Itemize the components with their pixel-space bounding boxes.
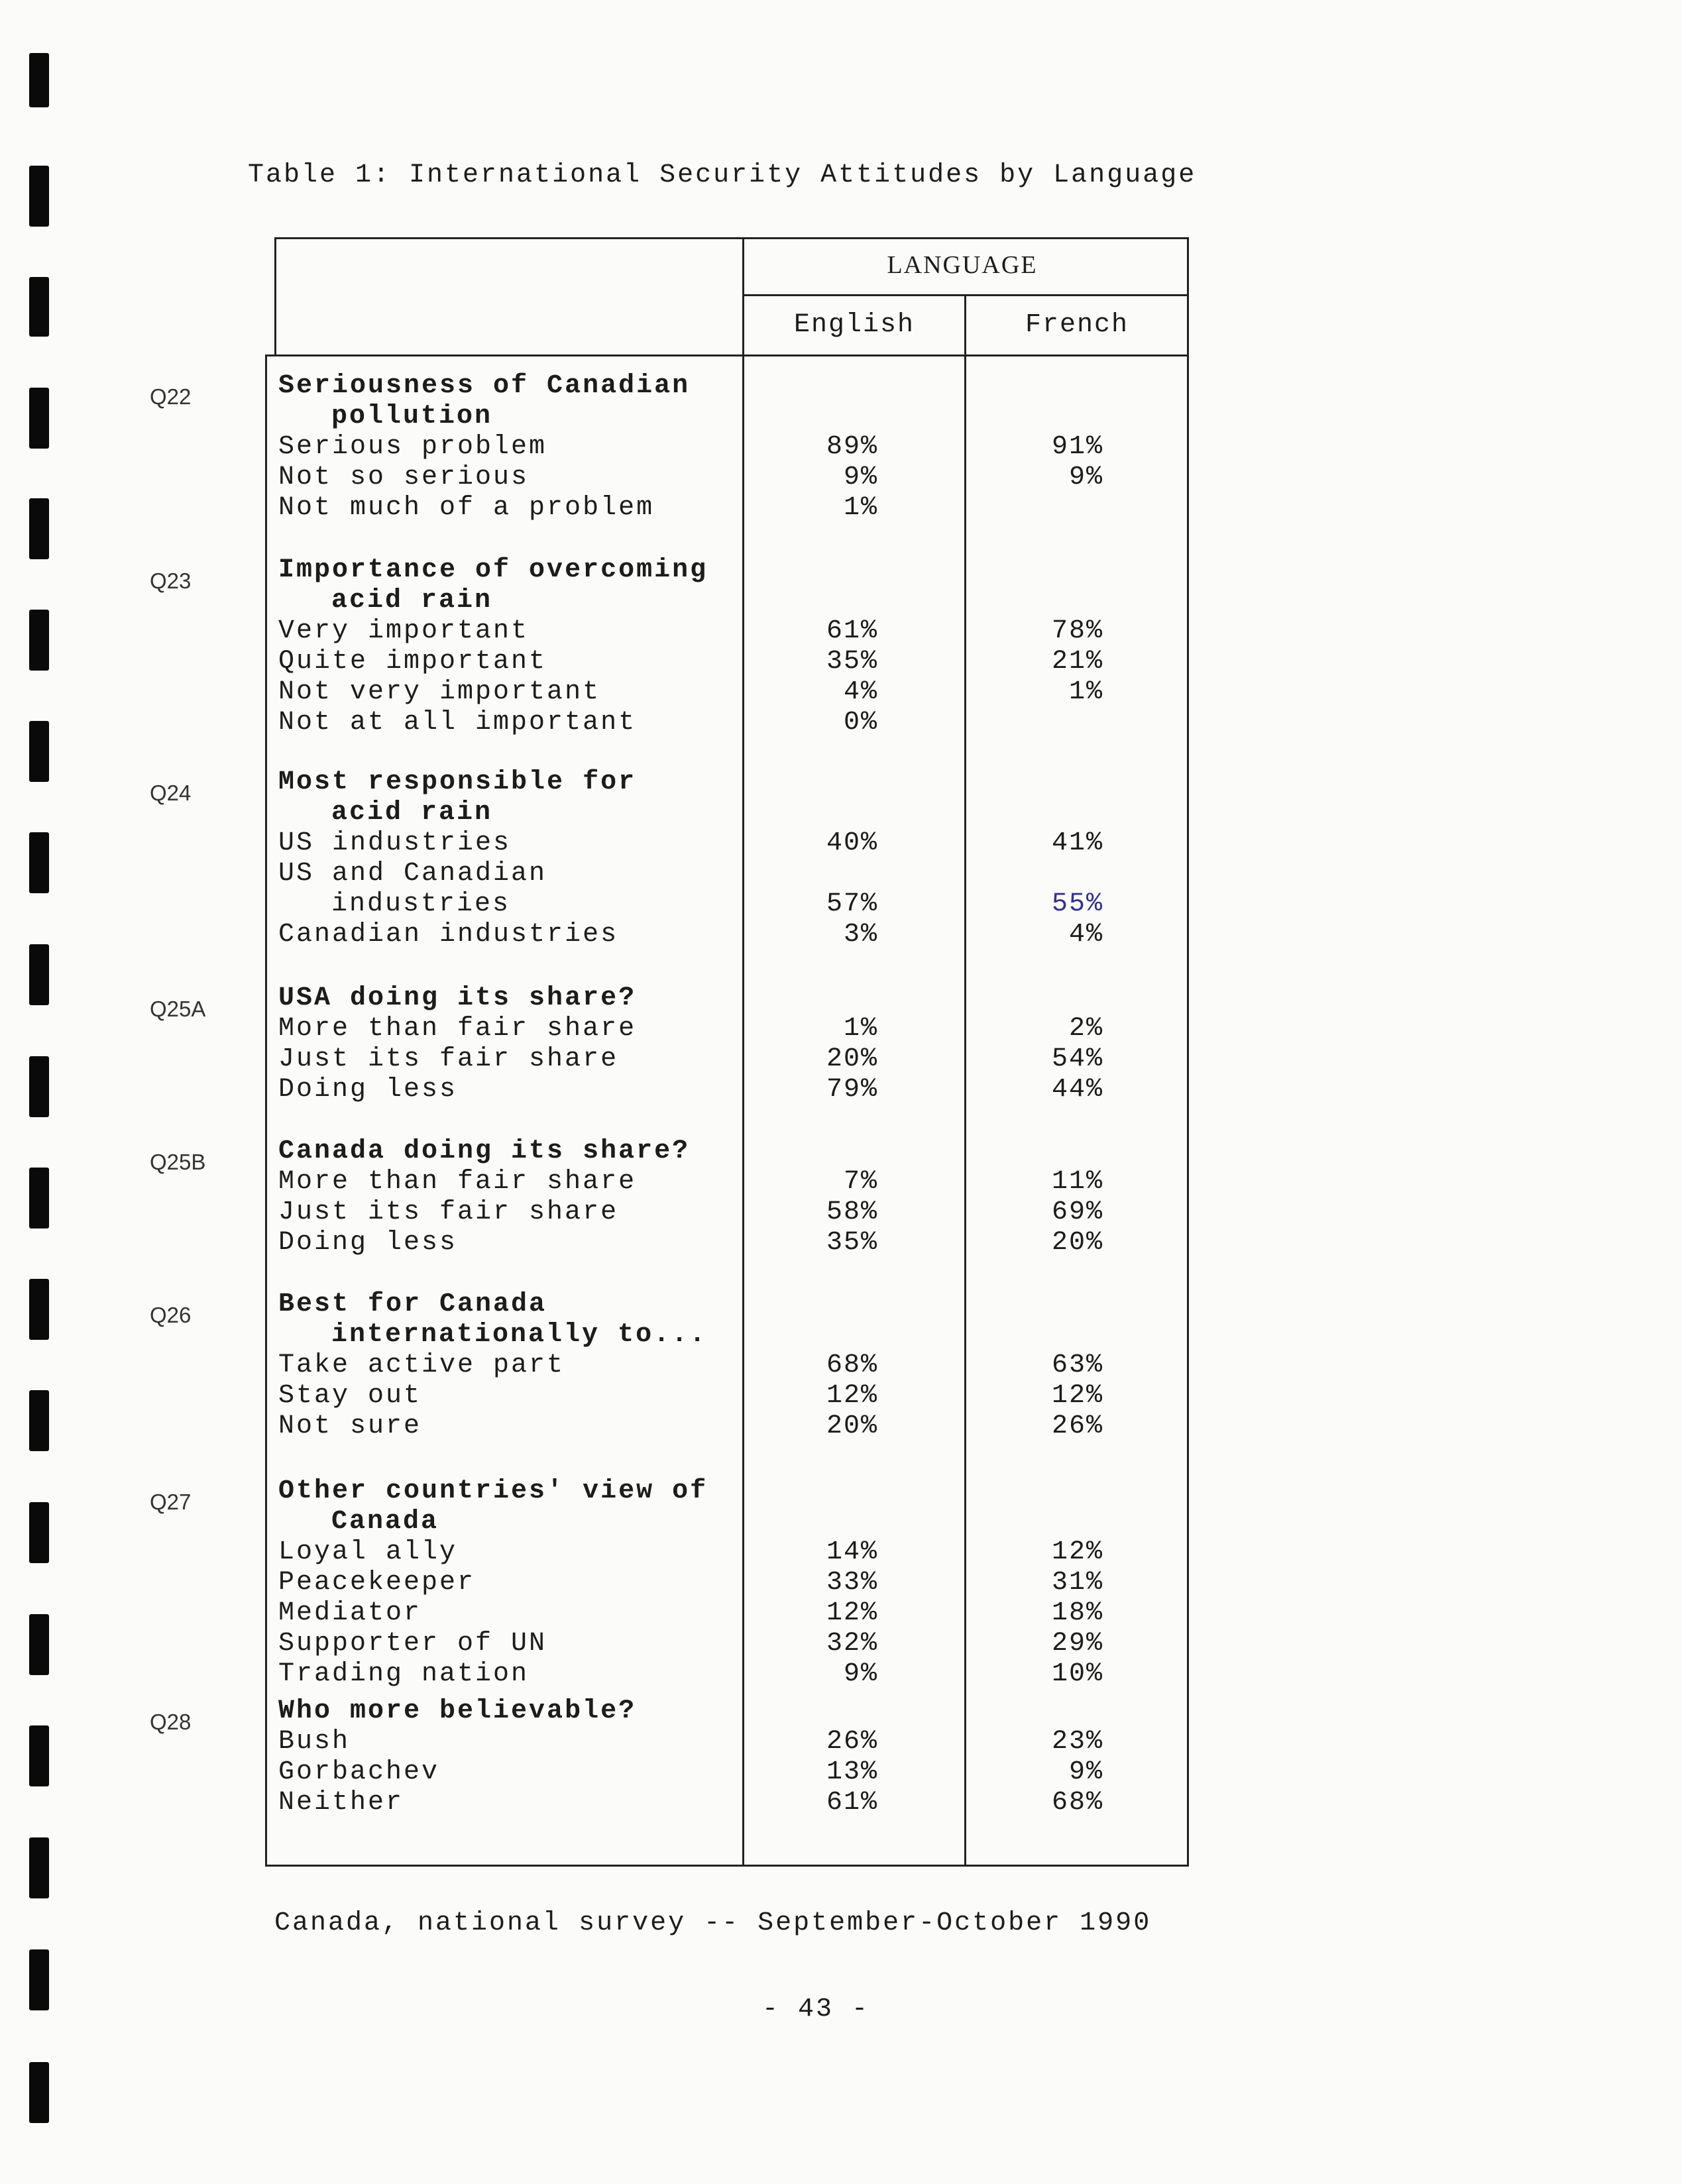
punch-hole <box>29 832 49 893</box>
response-label: Take active part <box>278 1350 565 1380</box>
question-title: Importance of overcoming <box>278 555 708 585</box>
punch-hole <box>29 721 49 782</box>
french-value: 20% <box>1051 1228 1103 1258</box>
english-value: 20% <box>826 1044 878 1074</box>
punch-hole <box>29 944 49 1005</box>
english-value: 61% <box>826 616 878 646</box>
response-label: Supporter of UN <box>278 1629 547 1659</box>
response-label: Loyal ally <box>278 1537 458 1567</box>
question-title: Canada <box>331 1507 439 1537</box>
english-value: 12% <box>826 1598 878 1628</box>
question-title: USA doing its share? <box>278 983 637 1013</box>
language-header: LANGUAGE <box>887 251 1038 279</box>
french-value: 9% <box>1068 1757 1103 1787</box>
question-code: Q25A <box>150 997 206 1021</box>
english-value: 9% <box>843 463 878 492</box>
response-label: More than fair share <box>278 1167 637 1197</box>
question-title: pollution <box>331 402 493 431</box>
english-value: 20% <box>826 1411 878 1441</box>
english-value: 58% <box>826 1197 878 1227</box>
french-value: 2% <box>1068 1014 1103 1044</box>
french-value: 55% <box>1051 889 1103 919</box>
english-value: 3% <box>843 920 878 950</box>
question-code: Q25B <box>150 1150 206 1174</box>
question-title: Canada doing its share? <box>278 1136 691 1166</box>
english-value: 79% <box>826 1075 878 1105</box>
french-value: 91% <box>1051 432 1103 462</box>
response-label: Not very important <box>278 677 601 707</box>
english-value: 1% <box>843 493 878 523</box>
response-label: Bush <box>278 1727 351 1757</box>
question-title: Best for Canada <box>278 1289 547 1319</box>
english-value: 1% <box>843 1014 878 1044</box>
punch-hole <box>29 1725 49 1786</box>
punch-hole <box>29 53 49 107</box>
french-value: 9% <box>1068 463 1103 492</box>
french-value: 12% <box>1051 1381 1103 1411</box>
question-code: Q24 <box>150 781 192 805</box>
response-label: Canadian industries <box>278 920 619 950</box>
page-number: - 43 - <box>762 1994 870 2024</box>
punch-hole <box>29 1837 49 1898</box>
french-value: 44% <box>1051 1075 1103 1105</box>
english-value: 57% <box>826 889 878 919</box>
question-title: Who more believable? <box>278 1696 637 1726</box>
response-label: Gorbachev <box>278 1757 440 1787</box>
english-value: 13% <box>826 1757 878 1787</box>
response-label: Peacekeeper <box>278 1568 476 1598</box>
response-label: Very important <box>278 616 530 646</box>
question-code: Q28 <box>150 1710 192 1734</box>
response-label: Just its fair share <box>278 1197 619 1227</box>
punch-hole <box>29 1390 49 1451</box>
response-label: US industries <box>278 828 512 858</box>
punch-hole <box>29 2062 49 2123</box>
english-value: 68% <box>826 1350 878 1380</box>
question-code: Q26 <box>150 1303 192 1327</box>
question-title: internationally to... <box>331 1320 708 1350</box>
response-label: Not sure <box>278 1411 422 1441</box>
french-value: 1% <box>1068 677 1103 707</box>
punch-hole <box>29 1502 49 1563</box>
punch-hole <box>29 1614 49 1675</box>
response-label: Not much of a problem <box>278 493 655 523</box>
table-title: Table 1: International Security Attitudes by Language <box>248 160 1197 190</box>
french-value: 12% <box>1051 1537 1103 1567</box>
english-value: 33% <box>826 1568 878 1598</box>
english-value: 35% <box>826 647 878 677</box>
french-value: 4% <box>1068 920 1103 950</box>
response-label: Just its fair share <box>278 1044 619 1074</box>
english-value: 4% <box>843 677 878 707</box>
french-value: 18% <box>1051 1598 1103 1628</box>
question-code: Q22 <box>150 384 192 409</box>
english-value: 35% <box>826 1228 878 1258</box>
french-value: 21% <box>1051 647 1103 677</box>
french-value: 78% <box>1051 616 1103 646</box>
french-value: 23% <box>1051 1727 1103 1757</box>
english-value: 40% <box>826 828 878 858</box>
survey-source-note: Canada, national survey -- September-October 1990 <box>274 1908 1152 1938</box>
punch-hole <box>29 1279 49 1340</box>
question-title: Seriousness of Canadian <box>278 371 691 401</box>
punch-hole <box>29 1168 49 1228</box>
french-value: 68% <box>1051 1788 1103 1818</box>
response-label: Mediator <box>278 1598 422 1628</box>
punch-hole <box>29 1949 49 2010</box>
response-label: Serious problem <box>278 432 547 462</box>
response-label: Not at all important <box>278 708 637 737</box>
response-label: Trading nation <box>278 1659 530 1689</box>
french-value: 11% <box>1051 1167 1103 1197</box>
response-label: Not so serious <box>278 463 530 492</box>
question-title: acid rain <box>331 586 493 616</box>
english-value: 14% <box>826 1537 878 1567</box>
french-value: 29% <box>1051 1629 1103 1659</box>
punch-hole <box>29 388 49 449</box>
french-value: 69% <box>1051 1197 1103 1227</box>
english-value: 61% <box>826 1788 878 1818</box>
punch-hole <box>29 277 49 337</box>
response-label: Doing less <box>278 1228 458 1258</box>
french-value: 41% <box>1051 828 1103 858</box>
question-code: Q27 <box>150 1490 192 1514</box>
english-value: 9% <box>843 1659 878 1689</box>
english-value: 89% <box>826 432 878 462</box>
french-value: 54% <box>1051 1044 1103 1074</box>
french-value: 26% <box>1051 1411 1103 1441</box>
question-code: Q23 <box>150 569 192 593</box>
french-value: 63% <box>1051 1350 1103 1380</box>
english-value: 0% <box>843 708 878 737</box>
french-value: 31% <box>1051 1568 1103 1598</box>
response-label: US and Canadian <box>278 859 547 889</box>
response-label: Quite important <box>278 647 547 677</box>
response-label: Stay out <box>278 1381 422 1411</box>
response-label: More than fair share <box>278 1014 637 1044</box>
response-label: industries <box>331 889 511 919</box>
question-title: acid rain <box>331 798 493 828</box>
column-header-english: English <box>793 310 915 340</box>
english-value: 32% <box>826 1629 878 1659</box>
punch-hole <box>29 166 49 227</box>
english-value: 7% <box>843 1167 878 1197</box>
question-title: Most responsible for <box>278 767 637 797</box>
column-header-french: French <box>1025 310 1129 340</box>
response-label: Neither <box>278 1788 404 1818</box>
english-value: 12% <box>826 1381 878 1411</box>
question-title: Other countries' view of <box>278 1476 708 1506</box>
french-value: 10% <box>1051 1659 1103 1689</box>
response-label: Doing less <box>278 1075 458 1105</box>
punch-hole <box>29 498 49 559</box>
english-value: 26% <box>826 1727 878 1757</box>
punch-hole <box>29 1056 49 1117</box>
punch-hole <box>29 610 49 671</box>
